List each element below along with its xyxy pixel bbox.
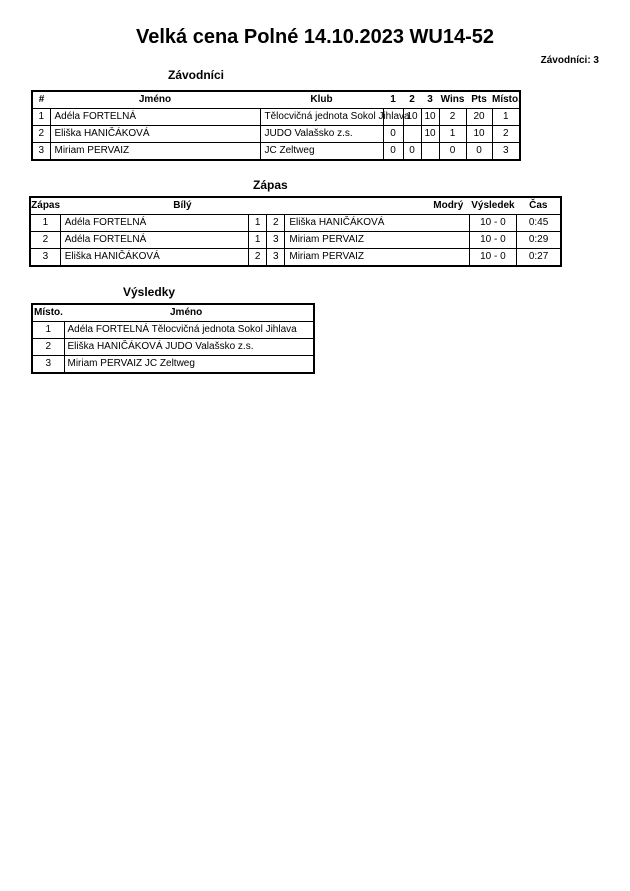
col-header-wins: Wins <box>440 94 465 105</box>
competitor-name: Adéla FORTELNÁ <box>50 109 260 126</box>
competitor-place: 2 <box>492 126 520 143</box>
competitors-header-row <box>32 91 520 109</box>
col-header-name: Jméno <box>170 307 203 318</box>
competitor-club: JC Zeltweg <box>260 143 383 161</box>
results-heading: Výsledky <box>123 285 176 299</box>
competitor-number: 2 <box>32 126 50 143</box>
page-title: Velká cena Polné 14.10.2023 WU14-52 <box>136 26 494 48</box>
result-place: 3 <box>32 356 64 374</box>
competitor-club: Tělocvičná jednota Sokol Jihlava <box>260 109 383 126</box>
competitor-wins: 0 <box>439 143 466 161</box>
table-row <box>32 322 314 339</box>
score-vs-3: 10 <box>421 109 439 126</box>
blue-competitor: Eliška HANIČÁKOVÁ <box>285 215 469 232</box>
col-header-2: 2 <box>409 94 415 105</box>
white-competitor: Adéla FORTELNÁ <box>60 232 248 249</box>
competitor-pts: 10 <box>466 126 492 143</box>
score-vs-2 <box>403 126 421 143</box>
blue-index: 3 <box>267 232 285 249</box>
col-header-match: Zápas <box>31 200 61 211</box>
competitor-count: Závodníci: 3 <box>540 55 599 66</box>
col-header-place: Místo. <box>492 94 521 105</box>
competitor-club: JUDO Valašsko z.s. <box>260 126 383 143</box>
competitor-name: Miriam PERVAIZ <box>50 143 260 161</box>
score-vs-2: 0 <box>403 143 421 161</box>
result-name: Miriam PERVAIZ JC Zeltweg <box>64 356 314 374</box>
competitor-number: 1 <box>32 109 50 126</box>
table-row <box>30 215 561 232</box>
white-competitor: Eliška HANIČÁKOVÁ <box>60 249 248 267</box>
matches-heading: Zápas <box>253 178 288 192</box>
col-header-name: Jméno <box>138 94 172 105</box>
result-place: 2 <box>32 339 64 356</box>
col-header-place: Místo. <box>34 307 63 318</box>
col-header-white: Bílý <box>173 200 192 211</box>
results-table <box>31 303 315 374</box>
score-vs-2: 10 <box>403 109 421 126</box>
blue-index: 3 <box>267 249 285 267</box>
table-row <box>32 356 314 374</box>
score-vs-1: 0 <box>383 143 403 161</box>
competitor-name: Eliška HANIČÁKOVÁ <box>50 126 260 143</box>
result-place: 1 <box>32 322 64 339</box>
col-header-result: Výsledek <box>471 200 515 211</box>
competitor-pts: 0 <box>466 143 492 161</box>
competitor-wins: 1 <box>439 126 466 143</box>
match-number: 1 <box>30 215 60 232</box>
table-row <box>30 249 561 267</box>
match-result: 10 - 0 <box>469 232 516 249</box>
result-name: Eliška HANIČÁKOVÁ JUDO Valašsko z.s. <box>64 339 314 356</box>
blue-competitor: Miriam PERVAIZ <box>285 249 469 267</box>
blue-index: 2 <box>267 215 285 232</box>
competitor-place: 1 <box>492 109 520 126</box>
match-result: 10 - 0 <box>469 215 516 232</box>
table-row <box>32 339 314 356</box>
match-time: 0:27 <box>517 249 561 267</box>
table-row <box>32 109 520 126</box>
match-number: 2 <box>30 232 60 249</box>
competitor-pts: 20 <box>466 109 492 126</box>
col-header-3: 3 <box>427 94 433 105</box>
score-vs-1: 0 <box>383 126 403 143</box>
col-header-time: Čas <box>529 200 548 211</box>
competitor-number: 3 <box>32 143 50 161</box>
result-name: Adéla FORTELNÁ Tělocvičná jednota Sokol Jihlava <box>64 322 314 339</box>
match-time: 0:29 <box>517 232 561 249</box>
score-vs-3 <box>421 143 439 161</box>
blue-competitor: Miriam PERVAIZ <box>285 232 469 249</box>
results-header-row <box>32 304 314 322</box>
white-index: 1 <box>249 232 267 249</box>
col-header-club: Klub <box>310 94 333 105</box>
col-header-pts: Pts <box>471 94 487 105</box>
competitors-heading: Závodníci <box>168 68 225 82</box>
competitors-table <box>31 90 521 161</box>
white-index: 2 <box>249 249 267 267</box>
competitor-wins: 2 <box>439 109 466 126</box>
table-row <box>32 143 520 161</box>
col-header-1: 1 <box>390 94 396 105</box>
match-result: 10 - 0 <box>469 249 516 267</box>
score-vs-3: 10 <box>421 126 439 143</box>
match-time: 0:45 <box>517 215 561 232</box>
col-header-blue: Modrý <box>433 200 464 211</box>
table-row <box>30 232 561 249</box>
competitor-place: 3 <box>492 143 520 161</box>
table-row <box>32 126 520 143</box>
white-competitor: Adéla FORTELNÁ <box>60 215 248 232</box>
matches-table <box>29 196 562 267</box>
matches-header-row <box>30 197 561 215</box>
match-number: 3 <box>30 249 60 267</box>
white-index: 1 <box>249 215 267 232</box>
col-header-number: # <box>38 94 45 105</box>
